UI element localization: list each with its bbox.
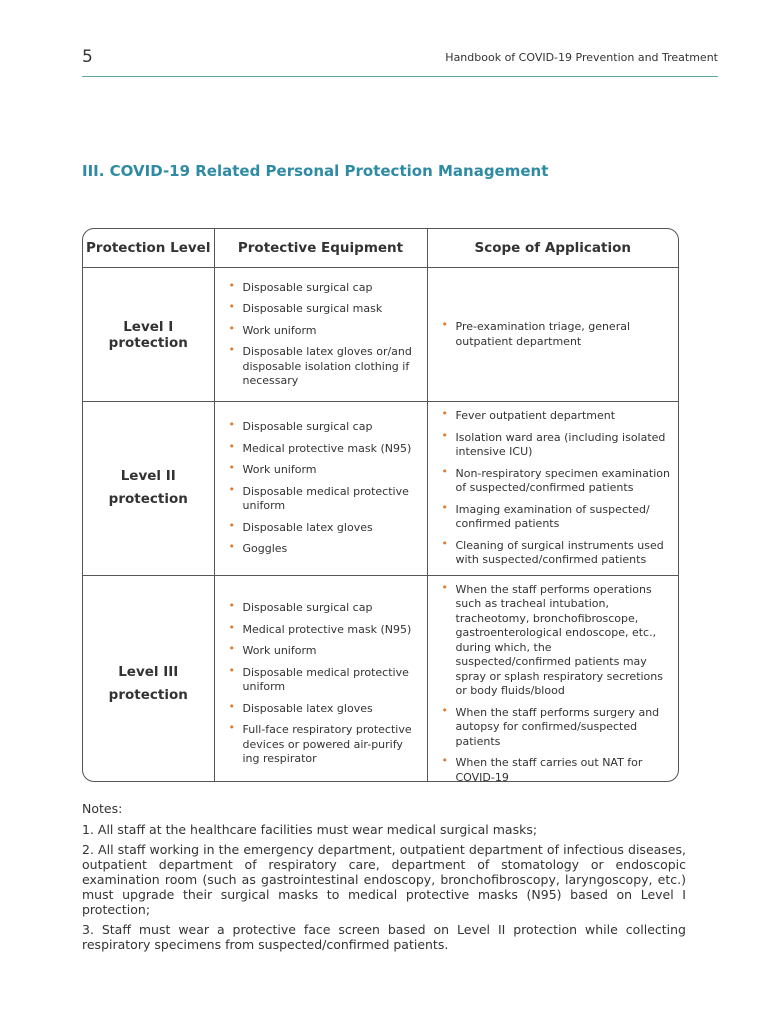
list-item: • When the staff performs operations such as tracheal intubation, tracheotomy, bronchofibroscope, gastroenterological endoscope, etc., during which, the suspected/confirmed patients may spray or splash respiratory secretions or body fluids/blood bbox=[442, 583, 671, 699]
page-number: 5 bbox=[82, 47, 93, 67]
list-item: • Medical protective mask (N95) bbox=[229, 623, 419, 638]
list-item: • Work uniform bbox=[229, 463, 419, 478]
list-item: • Work uniform bbox=[229, 644, 419, 659]
running-head: Handbook of COVID-19 Prevention and Treatment bbox=[445, 51, 718, 64]
notes-section bbox=[82, 801, 686, 957]
list-item: • Disposable medical protective uniform bbox=[229, 485, 419, 514]
list-item: • Medical protective mask (N95) bbox=[229, 442, 419, 457]
list-item: • Disposable medical protective uniform bbox=[229, 666, 419, 695]
section-title: III. COVID-19 Related Personal Protection Management bbox=[82, 162, 549, 180]
list-item: • Disposable surgical mask bbox=[229, 302, 419, 317]
level-name: Level III bbox=[118, 663, 179, 680]
header-protection-level: Protection Level bbox=[83, 229, 214, 268]
level-name: Level I bbox=[123, 318, 174, 335]
list-item: • Non-respiratory specimen examination of suspected/confirmed patients bbox=[442, 467, 671, 496]
scope-cell bbox=[427, 575, 678, 782]
level-name: Level II bbox=[120, 468, 176, 485]
list-item: • Disposable latex gloves bbox=[229, 521, 419, 536]
header-protective-equipment: Protective Equipment bbox=[214, 229, 427, 268]
list-item: • When the staff performs surgery and autopsy for confirmed/suspected patients bbox=[442, 706, 671, 750]
table-row bbox=[83, 402, 678, 576]
equipment-cell bbox=[214, 268, 427, 402]
header-scope-of-application: Scope of Application bbox=[427, 229, 678, 268]
table-row bbox=[83, 268, 678, 402]
list-item: • Disposable latex gloves or/and disposable isolation clothing if necessary bbox=[229, 345, 419, 389]
list-item: • Fever outpatient department bbox=[442, 409, 671, 424]
scope-cell bbox=[427, 402, 678, 576]
note-item: 1. All staff at the healthcare facilities must wear medical surgical masks; bbox=[82, 822, 538, 837]
list-item: • Pre-examination triage, general outpatient department bbox=[442, 320, 671, 349]
list-item: • When the staff carries out NAT for COVID-19 bbox=[442, 756, 671, 782]
level-suffix: protection bbox=[108, 491, 188, 508]
list-item: • Imaging examination of suspected/ confirmed patients bbox=[442, 503, 671, 532]
level-cell bbox=[83, 575, 214, 782]
list-item: • Goggles bbox=[229, 542, 419, 557]
list-item: • Work uniform bbox=[229, 324, 419, 339]
list-item: • Isolation ward area (including isolated intensive ICU) bbox=[442, 431, 671, 460]
level-cell bbox=[83, 402, 214, 576]
level-suffix: protection bbox=[108, 334, 188, 351]
list-item: • Cleaning of surgical instruments used with suspected/confirmed patients bbox=[442, 539, 671, 568]
equipment-cell bbox=[214, 575, 427, 782]
table-row bbox=[83, 575, 678, 782]
list-item: • Disposable surgical cap bbox=[229, 281, 419, 296]
list-item: • Disposable surgical cap bbox=[229, 420, 419, 435]
note-item: 2. All staff working in the emergency department, outpatient department of infectious diseases, outpatient department of respiratory care, department of stomatology or endoscopic examination room (such as gastrointestinal endoscopy, bronchofibroscopy, laryngoscopy, etc.) must upgrade their surgical masks to medical protective masks (N95) based on Level I protection; bbox=[82, 842, 686, 917]
list-item: • Full-face respiratory protective devices or powered air-purify ing respirator bbox=[229, 723, 419, 767]
note-item: 3. Staff must wear a protective face screen based on Level II protection while collecting respiratory specimens from suspected/confirmed patients. bbox=[82, 922, 686, 952]
notes-label: Notes: bbox=[82, 801, 123, 816]
scope-cell bbox=[427, 268, 678, 402]
list-item: • Disposable latex gloves bbox=[229, 702, 419, 717]
table-header-row bbox=[83, 229, 678, 268]
level-cell bbox=[83, 268, 214, 402]
protection-table bbox=[82, 228, 679, 782]
level-suffix: protection bbox=[108, 686, 188, 703]
equipment-cell bbox=[214, 402, 427, 576]
list-item: • Disposable surgical cap bbox=[229, 601, 419, 616]
header-divider bbox=[82, 76, 718, 77]
